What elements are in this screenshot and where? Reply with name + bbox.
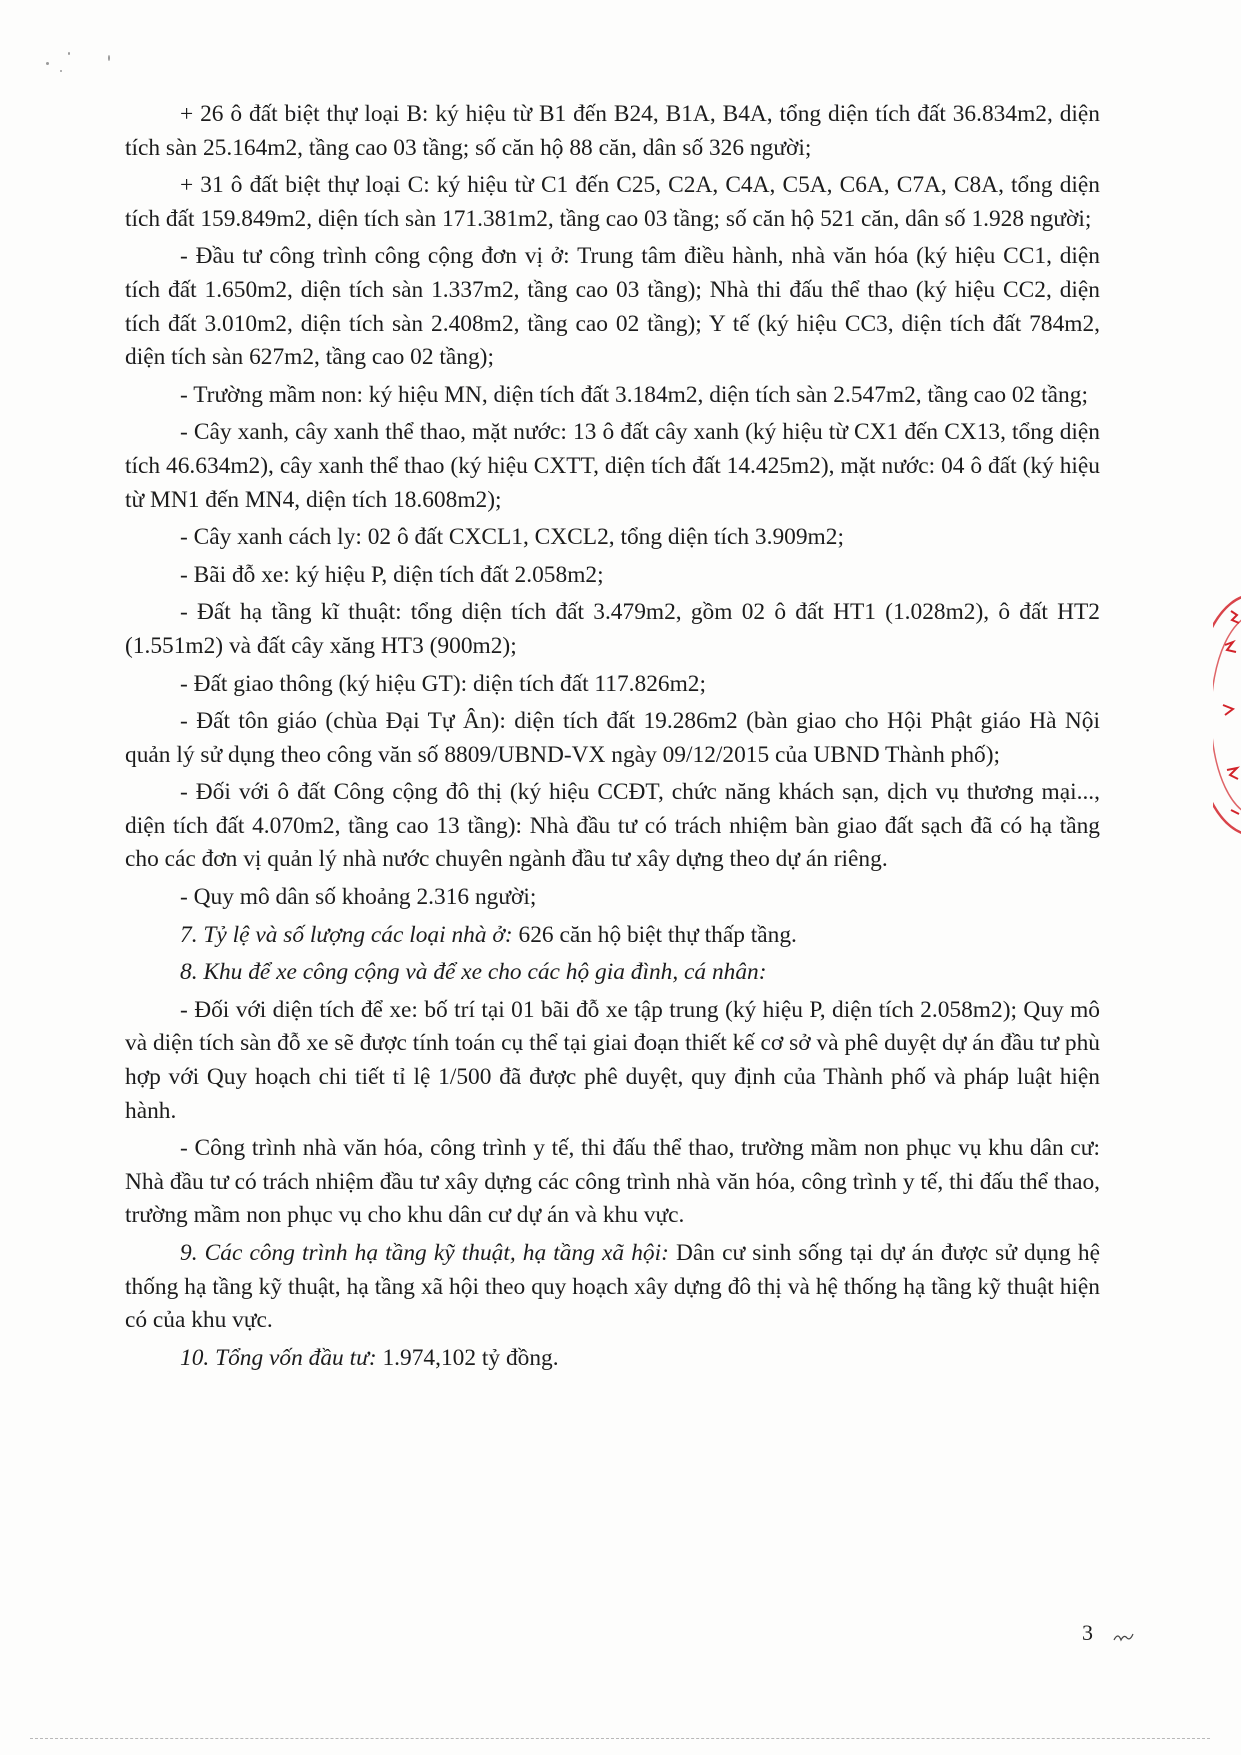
- page-number: 3: [1082, 1620, 1093, 1645]
- section-8-item-parking: - Đối với diện tích để xe: bố trí tại 01 bãi đỗ xe tập trung (ký hiệu P, diện tích 2.058m2); Quy mô và diện tích sàn đỗ xe sẽ được tính toán cụ thể tại giai đoạn thiết kế cơ sở và phê duyệt dự án đầu tư phù hợp với Quy hoạch chi tiết tỉ lệ 1/500 đã được phê duyệt, quy định của Thành phố và pháp luật hiện hành.: [125, 996, 1100, 1124]
- section-7-text: 626 căn hộ biệt thự thấp tầng.: [512, 921, 797, 948]
- section-7-heading: 7. Tỷ lệ và số lượng các loại nhà ở:: [180, 921, 513, 948]
- paragraph-technical-infrastructure: - Đất hạ tầng kĩ thuật: tổng diện tích đất 3.479m2, gồm 02 ô đất HT1 (1.028m2), ô đất HT2 (1.551m2) và đất cây xăng HT3 (900m2);: [125, 599, 1100, 659]
- paragraph-green-space: - Cây xanh, cây xanh thể thao, mặt nước: 13 ô đất cây xanh (ký hiệu từ CX1 đến CX13, tổng diện tích 46.634m2), cây xanh thể thao (ký hiệu CXTT, diện tích đất 14.425m2), mặt nước: 04 ô đất (ký hiệu từ MN1 đến MN4, diện tích 18.608m2);: [125, 419, 1100, 513]
- section-9: [125, 1237, 1100, 1338]
- scan-edge-line: [30, 1738, 1210, 1741]
- paragraph-villa-type-b: + 26 ô đất biệt thự loại B: ký hiệu từ B1 đến B24, B1A, B4A, tổng diện tích đất 36.834m2, diện tích sàn 25.164m2, tầng cao 03 tầng; số căn hộ 88 căn, dân số 326 người;: [125, 101, 1100, 161]
- handwritten-initial-icon: [1112, 1630, 1134, 1649]
- section-10-text: 1.974,102 tỷ đồng.: [376, 1344, 559, 1371]
- section-8-heading: 8. Khu để xe công cộng và để xe cho các hộ gia đình, cá nhân:: [180, 959, 767, 986]
- section-9-text: Dân cư sinh sống tại dự án được sử dụng hệ thống hạ tầng kỹ thuật, hạ tầng xã hội theo quy hoạch xây dựng đô thị và hệ thống hạ tầng kỹ thuật hiện có của khu vực.: [125, 1240, 1100, 1334]
- scan-speck: [60, 70, 62, 72]
- section-9-heading: 9. Các công trình hạ tầng kỹ thuật, hạ tầng xã hội:: [180, 1240, 669, 1266]
- scan-speck: [108, 55, 110, 61]
- document-body: [125, 98, 1100, 1375]
- section-8-heading-row: [125, 956, 1100, 990]
- paragraph-isolation-green: - Cây xanh cách ly: 02 ô đất CXCL1, CXCL2, tổng diện tích 3.909m2;: [180, 524, 844, 551]
- scan-speck: [46, 62, 49, 65]
- paragraph-parking: - Bãi đỗ xe: ký hiệu P, diện tích đất 2.058m2;: [180, 561, 604, 588]
- paragraph-religious-land: - Đất tôn giáo (chùa Đại Tự Ân): diện tích đất 19.286m2 (bàn giao cho Hội Phật giáo Hà Nội quản lý sử dụng theo công văn số 8809/UBND-VX ngày 09/12/2015 của UBND Thành phố);: [125, 708, 1100, 768]
- paragraph-population: - Quy mô dân số khoảng 2.316 người;: [180, 884, 537, 911]
- section-8-item-facilities: - Công trình nhà văn hóa, công trình y tế, thi đấu thể thao, trường mầm non phục vụ khu dân cư: Nhà đầu tư có trách nhiệm đầu tư xây dựng các công trình nhà văn hóa, công trình y tế, thi đấu thể thao, trường mầm non phục vụ cho khu dân cư dự án và khu vực.: [125, 1135, 1100, 1229]
- section-10-heading: 10. Tổng vốn đầu tư:: [180, 1344, 377, 1371]
- paragraph-public-works: - Đầu tư công trình công cộng đơn vị ở: Trung tâm điều hành, nhà văn hóa (ký hiệu CC1, diện tích đất 1.650m2, diện tích sàn 1.337m2, tầng cao 03 tầng); Nhà thi đấu thể thao (ký hiệu CC2, diện tích đất 3.010m2, diện tích sàn 2.408m2, tầng cao 02 tầng); Y tế (ký hiệu CC3, diện tích đất 784m2, diện tích sàn 627m2, tầng cao 02 tầng);: [125, 243, 1100, 371]
- red-seal-stamp-icon: [1213, 595, 1241, 835]
- paragraph-kindergarten: - Trường mầm non: ký hiệu MN, diện tích đất 3.184m2, diện tích sàn 2.547m2, tầng cao 02 tầng;: [180, 381, 1088, 408]
- section-10: [125, 1342, 1100, 1376]
- scan-speck: [68, 52, 70, 55]
- section-7: [125, 919, 1100, 953]
- paragraph-traffic-land: - Đất giao thông (ký hiệu GT): diện tích đất 117.826m2;: [180, 670, 706, 697]
- paragraph-urban-public-land: - Đối với ô đất Công cộng đô thị (ký hiệu CCĐT, chức năng khách sạn, dịch vụ thương mại..., diện tích đất 4.070m2, tầng cao 13 tầng): Nhà đầu tư có trách nhiệm bàn giao đất sạch đã có hạ tầng cho các đơn vị quản lý nhà nước chuyên ngành đầu tư xây dựng theo dự án riêng.: [125, 779, 1100, 873]
- paragraph-villa-type-c: + 31 ô đất biệt thự loại C: ký hiệu từ C1 đến C25, C2A, C4A, C5A, C6A, C7A, C8A, tổng diện tích đất 159.849m2, diện tích sàn 171.381m2, tầng cao 03 tầng; số căn hộ 521 căn, dân số 1.928 người;: [125, 172, 1100, 232]
